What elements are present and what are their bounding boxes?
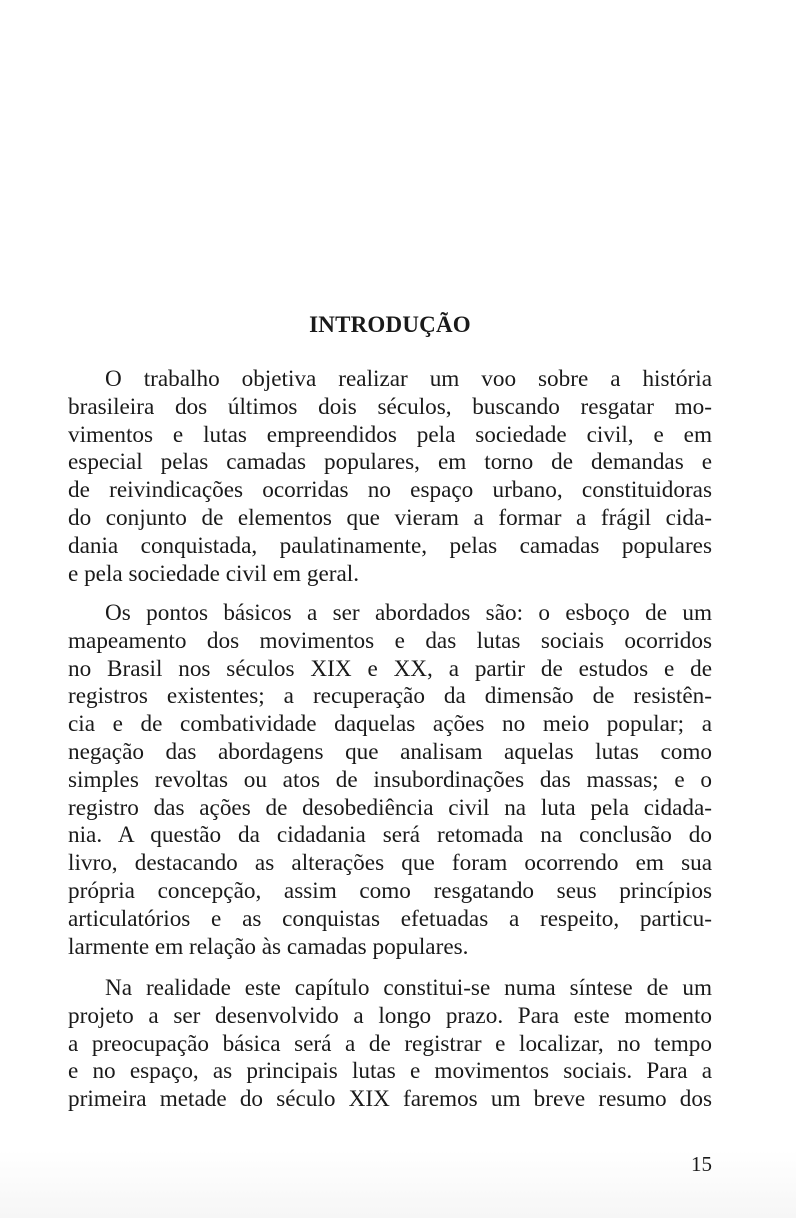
text-line: Na realidade este capítulo constitui-se numa síntese de um [105,975,712,1001]
chapter-title: INTRODUÇÃO [309,312,471,337]
page-number: 15 [691,1152,712,1176]
text-line: livro, destacando as alterações que foram ocorrendo em sua [68,850,712,877]
text-line: e no espaço, as principais lutas e movimentos sociais. Para a [68,1058,712,1085]
text-line: articulatórios e as conquistas efetuadas a respeito, particu- [68,905,712,932]
text-line: de reivindicações ocorridas no espaço urbano, constituidoras [68,477,712,504]
text-line: projeto a ser desenvolvido a longo prazo. Para este momento [68,1002,712,1029]
text-line: a preocupação básica será a de registrar e localizar, no tempo [68,1030,712,1057]
text-line: negação das abordagens que analisam aquelas lutas como [68,738,712,765]
text-line: primeira metade do século XIX faremos um breve resumo dos [68,1086,712,1113]
text-line: vimentos e lutas empreendidos pela sociedade civil, e em [68,421,712,448]
text-line: especial pelas camadas populares, em torno de demandas e [68,449,712,476]
text-line: cia e de combatividade daquelas ações no meio popular; a [68,711,712,738]
text-line: registros existentes; a recuperação da dimensão de resistên- [68,683,712,710]
text-line: O trabalho objetiva realizar um voo sobre a história [105,366,712,392]
text-line: mapeamento dos movimentos e das lutas sociais ocorridos [68,627,712,654]
text-line: dania conquistada, paulatinamente, pelas camadas populares [68,532,712,559]
text-line: larmente em relação às camadas populares. [68,933,469,960]
book-page [68,0,712,1218]
text-line: e pela sociedade civil em geral. [68,560,359,587]
text-line: própria concepção, assim como resgatando seus princípios [68,877,712,904]
text-line: no Brasil nos séculos XIX e XX, a partir de estudos e de [68,655,712,682]
text-line: simples revoltas ou atos de insubordinações das massas; e o [68,766,712,793]
text-line: registro das ações de desobediência civil na luta pela cidada- [68,794,712,821]
paragraph-2 [68,600,712,961]
text-line: do conjunto de elementos que vieram a formar a frágil cida- [68,504,712,531]
text-line: Os pontos básicos a ser abordados são: o esboço de um [105,600,712,626]
paragraph-1 [68,366,712,588]
paragraph-3 [68,975,712,1114]
text-line: nia. A questão da cidadania será retomada na conclusão do [68,822,712,849]
text-line: brasileira dos últimos dois séculos, buscando resgatar mo- [68,393,712,420]
